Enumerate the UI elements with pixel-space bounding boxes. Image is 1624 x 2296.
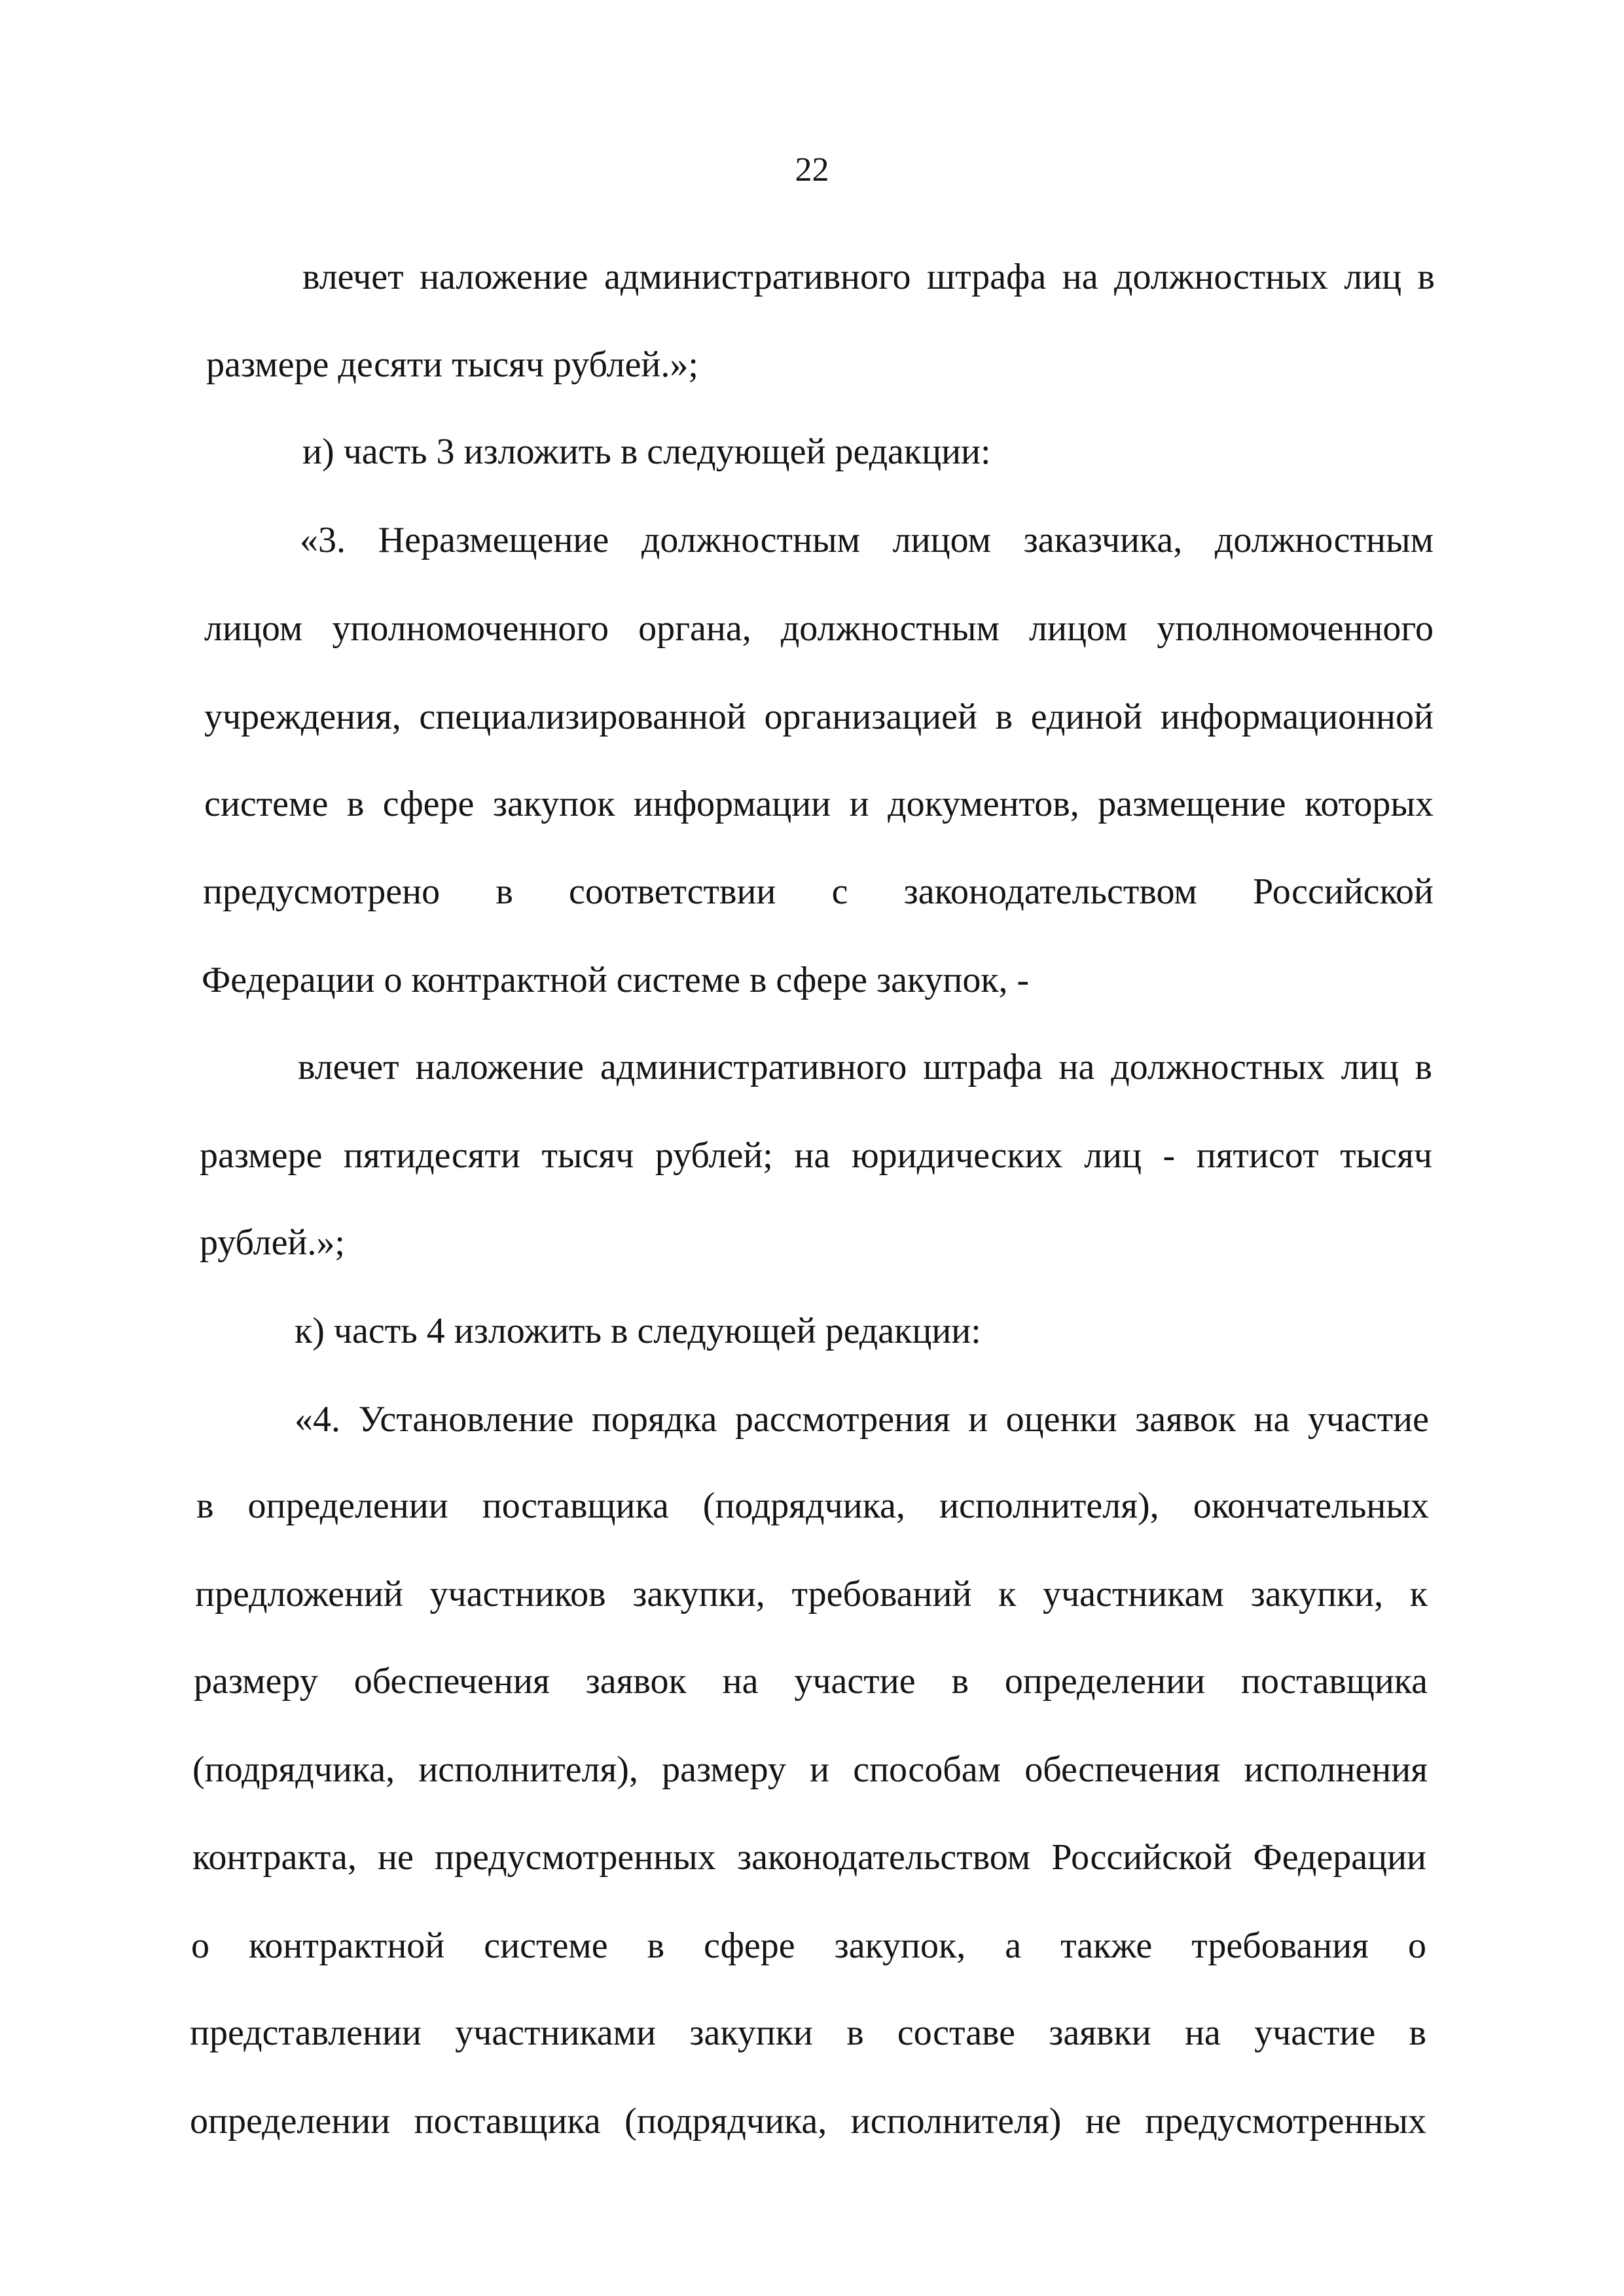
text-line: размере десяти тысяч рублей.»; bbox=[206, 344, 698, 385]
text-line: к) часть 4 изложить в следующей редакции: bbox=[295, 1311, 981, 1351]
text-line: размеру обеспечения заявок на участие в определении поставщика bbox=[194, 1661, 1428, 1702]
page-number: 22 bbox=[795, 151, 829, 189]
text-line: о контрактной системе в сфере закупок, а также требования о bbox=[191, 1925, 1426, 1966]
text-line: «3. Неразмещение должностным лицом заказчика, должностным bbox=[300, 520, 1434, 560]
text-line: предусмотрено в соответствии с законодательством Российской bbox=[203, 871, 1434, 912]
text-line: системе в сфере закупок информации и документов, размещение которых bbox=[204, 784, 1434, 824]
text-line: контракта, не предусмотренных законодательством Российской Федерации bbox=[192, 1837, 1426, 1878]
text-line: в определении поставщика (подрядчика, исполнителя), окончательных bbox=[196, 1485, 1429, 1526]
text-line: влечет наложение административного штрафа на должностных лиц в bbox=[298, 1047, 1432, 1087]
text-line: (подрядчика, исполнителя), размеру и способам обеспечения исполнения bbox=[192, 1749, 1428, 1790]
text-line: размере пятидесяти тысяч рублей; на юридических лиц - пятисот тысяч bbox=[200, 1135, 1432, 1176]
text-line: и) часть 3 изложить в следующей редакции: bbox=[302, 431, 991, 472]
text-line: лицом уполномоченного органа, должностным лицом уполномоченного bbox=[204, 608, 1434, 649]
text-line: учреждения, специализированной организацией в единой информационной bbox=[204, 697, 1434, 737]
text-line: предложений участников закупки, требований к участникам закупки, к bbox=[195, 1574, 1428, 1614]
text-line: определении поставщика (подрядчика, исполнителя) не предусмотренных bbox=[190, 2101, 1426, 2141]
text-line: влечет наложение административного штрафа на должностных лиц в bbox=[302, 257, 1435, 297]
text-line: Федерации о контрактной системе в сфере закупок, - bbox=[202, 960, 1030, 1000]
text-line: рублей.»; bbox=[200, 1222, 345, 1263]
text-line: «4. Установление порядка рассмотрения и оценки заявок на участие bbox=[295, 1399, 1429, 1440]
text-line: представлении участниками закупки в составе заявки на участие в bbox=[190, 2013, 1426, 2053]
